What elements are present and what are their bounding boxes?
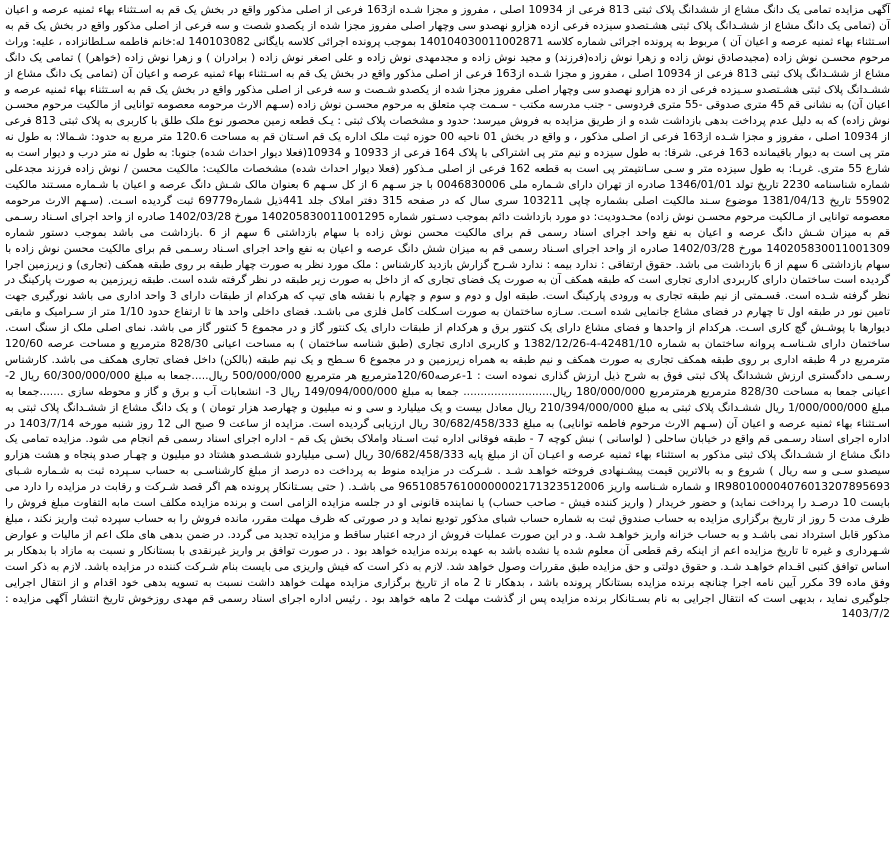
auction-notice-text xyxy=(4,2,891,847)
notice-body: آگهی مزایده تمامی یک دانگ مشاع از ششدانگ پلاک ثبتی 813 فرعی از 10934 اصلی ، مفروز و مجزا شـده از163 فرعی از اصلی مذکور واقع در بخش یک قم به اسـتثناء بهاء ثمنیه عرصه و اعیان آن (تمامی یک دانگ مشاع از ششـدانگ پلاک ثبتی هشـتصدو سیزده فرعی ازده هزارو نهصدو سی وچهار اصلی مفروز مجزا شده از یکصدو شصت و سه فرعی از اصلی مذکور واقع در بخش یک قم به اسـتثناء بهاء ثمنیه عرصه و اعیان آن ) مربوط به پرونده اجرائی شماره کلاسه 140104030011002871 بموجب پرونده اجرائی کلاسه بایگانی 140103082 له:خانم فاطمه سـلطانزاده ، علیه: وراث مرحوم محسـن نوش زاده (مجیدصادق نوش زاده و زهرا نوش زاده(فرزند) و مجید نوش زاده و مجدمهدی نوش زاده و علی اصغر نوش زاده ( برادران ) و زهرا نوش زاده (خواهر) ) تمامی یک دانگ مشاع از ششـدانگ پلاک ثبتی 813 فرعی از 10934 اصلی ، مفروز و مجزا شـده از163 فرعی از اصلی مذکور واقع در بخش یک قم به اسـتثناء بهاء ثمنیه عرصه و اعیان آن (تمامی یک دانگ مشاع از ششـدانگ پلاک ثبتی هشـتصدو سـیزده فرعی از ده هزارو نهصدو سی وچهار اصلی مفروز مجزا شده از یکصدو شـصت و سه فرعی از اصلی مذکور واقع در بخش یک قم به اسـتثناء بهاء ثمنیه عرصه و اعیان آن) به نشانی قم 45 متری صدوقی -55 متری فردوسی - جنب مدرسه مکتب - سـمت چپ متعلق به مرحوم محسـن نوش زاده (سـهم الارث مرحومه معصومه توانایی از مالکیت مرحوم محسـن نوش زاده) که به دلیل عدم پرداخت بدهی بازداشت شده و از طریق مزایده به فروش میرسد: حدود و مشخصات پلاک ثبتی : یـک قطعه زمین محصور نوع ملک طلق با کاربری به پلاک ثبتی 813 فرعی از 10934 اصلی ، مفروز و مجزا شـده از163 فرعی از اصلی مذکور ، و واقع در بخش 01 ناحیه 00 حوزه ثبت ملک اداره یک قم اسـتان قم به مساحت 120.6 متر مربع به حدود: شـمالا: به طول نه متر پی است به دیوار باقیمانده 163 فرعی. شرقا: به طول سیزده و نیم متر پی اشتراکی با پلاک 164 فرعی از 10933 و 10934(فعلا دیوار احداث شده) جنوبا: به طول نه متر درب و دیوار است به شارع 55 متری. غربـا: به طول سیزده متر و سـی سـانتیمتر پی است به قطعه 162 فرعی از اصلی مـذکور (فعلا دیوار احداث شده) مشخصات مالکیت: مالکیت محسن / نوش زاده فرزند مجدعلی شماره شناسنامه 2230 تاریخ تولد 1346/01/01 صادره از تهران دارای شـماره ملی 0046830006 با جز سـهم 6 از کل سـهم 6 بعنوان مالک شـش دانگ عرصه و اعیان با شـماره مسـتند مالکیت 55902 تاریخ 1381/04/13 موضوع سـند مالکیت اصلی بشماره چاپی 103211 سری سال که در صفحه 315 دفتر املاک جلد 441ذیل شماره69779 ثبت گردیده اسـت. (سـهم الارث مرحومه معصومه توانایی از مـالکیت مرحوم محسـن نوش زاده) محـدودیت: دو مورد بازداشت دائم بموجب دسـتور شماره 140205830011001295 مورخ 1402/03/28 صادره از واحد اجرای اسـناد رسـمی قم به میزان شـش دانگ عرصه و اعیان به نفع واحد اجرای اسناد رسمی قم برای مالکیت محسن نوش زاده با سهام بازداشتی 6 سهم از 6 .بازداشت می باشد بموجب دستور شماره 140205830011001309 مورخ 1402/03/28 صادره از واحد اجرای اسـناد رسمی قم به میزان شش دانگ عرصه و اعیان به نفع واحد اجرای اسـناد رسـمی قم برای مالکیت محسن نوش زاده با سهام بازداشتی 6 سهم از 6 بازداشت می باشد. حقوق ارتفاقی : ندارد بیمه : ندارد شـرح گزارش بازدید کارشناس : ملک مورد نظر به صورت چهار طبقه بر روی طبقه همکف (تجاری) و زیرزمین اجرا گردیده است ساختمان دارای کاربردی اداری تجاری است که طبقه همکف آن به صورت یک فضای تجاری که از داخل به صورت زیر طبقه در نظر گرفته شده است. طبقه زیرزمین به صورت پارکینگ در نظر گرفته شـده است. قسـمتی از نیم طبقه تجاری به ورودی پارکینگ است. طبقه اول و دوم و سوم و چهارم با نقشه های تیپ که هرکدام از طبقات دارای 3 واحد اداری می باشد نورگیری جهت تامین نور در طبقه اول تا چهارم در فضای مشاع جانمایی شده اسـت. سـازه ساختمان به صورت اسـکلت کامل فلزی می باشـد. فضای داخلی واحد ها تا ارتفاع حدود 1/10 متر از سـرامیک و مابقی دیوارها با پوشـش گچ کاری اسـت. هرکدام از واحدها و فضای مشاع دارای یک کنتور برق و هرکدام از طبقات دارای یک کنتور گاز و در مجموع 5 کنتور گاز می باشد. نمای اصلی ملک از سنگ است. ساختمان دارای شـناسـه پروانه ساختمان به شماره 42481/10-4-1382/12/26 و کاربری اداری تجاری (طبق شناسه ساختمان ) به مساحت اعیانی 828/30 مترمربع و مساحت عرصه 120/60 مترمربع در 4 طبقه اداری بر روی طبقه همکف تجاری به صورت همکف و نیم طبقه به همراه زیرزمین و در مجموع 6 سـطح و یک نیم طبقه (بالکن) داخل فضای تجاری همکف می باشد. کارشناس رسـمی دادگستری ارزش ششدانگ پلاک ثبتی فوق به شرح ذیل ارزش گذاری نموده است : 1-عرصه120/60مترمربع هر مترمربع 500/000/000 ریال.....جمعا به مبلغ 60/300/000/000 ریال 2-اعیانی جمعا به مساحت 828/30 مترمربع هرمترمربع 180/000/000 ریال.......................... جمعا به مبلغ 149/094/000/000 ریال 3- انشعابات آب و برق و گاز و محوطه سازی .......جمعا به مبلغ 1/000/000/000 ریال ششـدانگ پلاک ثبتی به مبلغ 210/394/000/000 ریال معادل بیست و یک میلیارد و سی و نه میلیون و چهارصد هزار تومان ) و یک دانگ مشاع از ششـدانگ پلاک ثبتی به اسـتثناء بهاء ثمنیه عرصه و اعیان آن (سـهم الارث مرحوم فاطمه توانایی) به مبلغ 30/682/458/333 ریال ارزیابی گردیده است. مزایده از ساعت 9 صبح الی 12 روز شنبه مورخه 1403/7/14 در اداره اجرای اسناد رسـمی قم واقع در خیابان ساحلی ( لواسانی ) نبش کوچه 7 - طبقه فوقانی اداره ثبت اسـناد واملاک بخش یک قم - اداره اجرای اسناد رسمی قم انجام می شود. مزایده تمامی یک دانگ مشاع از ششـدانگ پلاک ثبتی مذکور به استثناء بهاء ثمنیه عرصه و اعیـان آن از مبلغ پایه 30/682/458/333 ریال (سـی میلیاردو ششـصدو هشتاد دو میلیون و چهـار صدو پنجاه و هشت هزارو سیصدو سـی و سه ریال ) شروع و به بالاترین قیمت پیشـنهادی فروخته خواهـد شـد . شـرکت در مزایده منوط به پرداخت ده درصد از مبلغ کارشناسـی به حساب سـپرده ثبت به شـماره شـبای IR980100004076013207895693 و شماره شـناسه واریز 965108576100000002171323512006 می باشـد. ( حتی بسـتانکار پرونده هم اگر قصد شـرکت و رقابت در مزایده را دارد می بایست 10 درصـد را پرداخت نماید) و حضور خریدار ( واریز کننده فیش - صاحب حساب) یا نماینده قانونی او در جلسه مزایده الزامی است و برنده مزایده مکلف است مابه التفاوت مبلغ فروش را ظرف مدت 5 روز از تاریخ برگزاری مزایده به حساب صندوق ثبت به شماره حساب شبای مذکور تودیع نماید و در صورتی که ظرف مهلت مقرر، مانده فروش را به حساب سپرده ثبت واریز نکند ، مبلغ مذکور قابل استرداد نمی باشـد و به حساب خزانه واریز خواهـد شـد. و در این صورت عملیات فروش از درجه اعتبار ساقط و مزایده تجدید می گردد. در ضمن بدهی های ملک اعم از مالیات و عوارض شـهرداری و غیره تا تاریخ مزایده اعم از اینکه رقم قطعی آن معلوم شده یا نشده باشد به عهده برنده مزایده خواهد بود . در صورت توافق بر واریز غیرنقدی با بستانکار و نسبت به مازاد با بدهکار بر اساس توافق کتبی اقـدام خواهـد شـد. و حقوق دولتی و حق مزایده طبق مقررات وصول خواهد شد. لازم به ذکر است که فیش واریزی می بایست بنام شـرکت کننده در مزایده باشد. لازم به ذکر است وفق ماده 39 مکرر آیین نامه اجرا چنانچه برنده مزایده بستانکار پرونده باشد ، بدهکار تا 2 ماه از تاریخ برگزاری مزایده مهلت خواهد داشت نسبت به تسویه بدهی خود اقدام و از انتقال اجرایی جلوگیری نماید ، بدیهی است که انتقال اجرایی به نام بسـتانکار برنده مزایده پس از گذشت مهلت 2 ماهه خواهد بود . رئیس اداره اجرای اسناد رسمی قم مهدی روزخوش تاریخ انتشار آگهی مزایده : 1403/7/2 xyxy=(5,3,891,621)
